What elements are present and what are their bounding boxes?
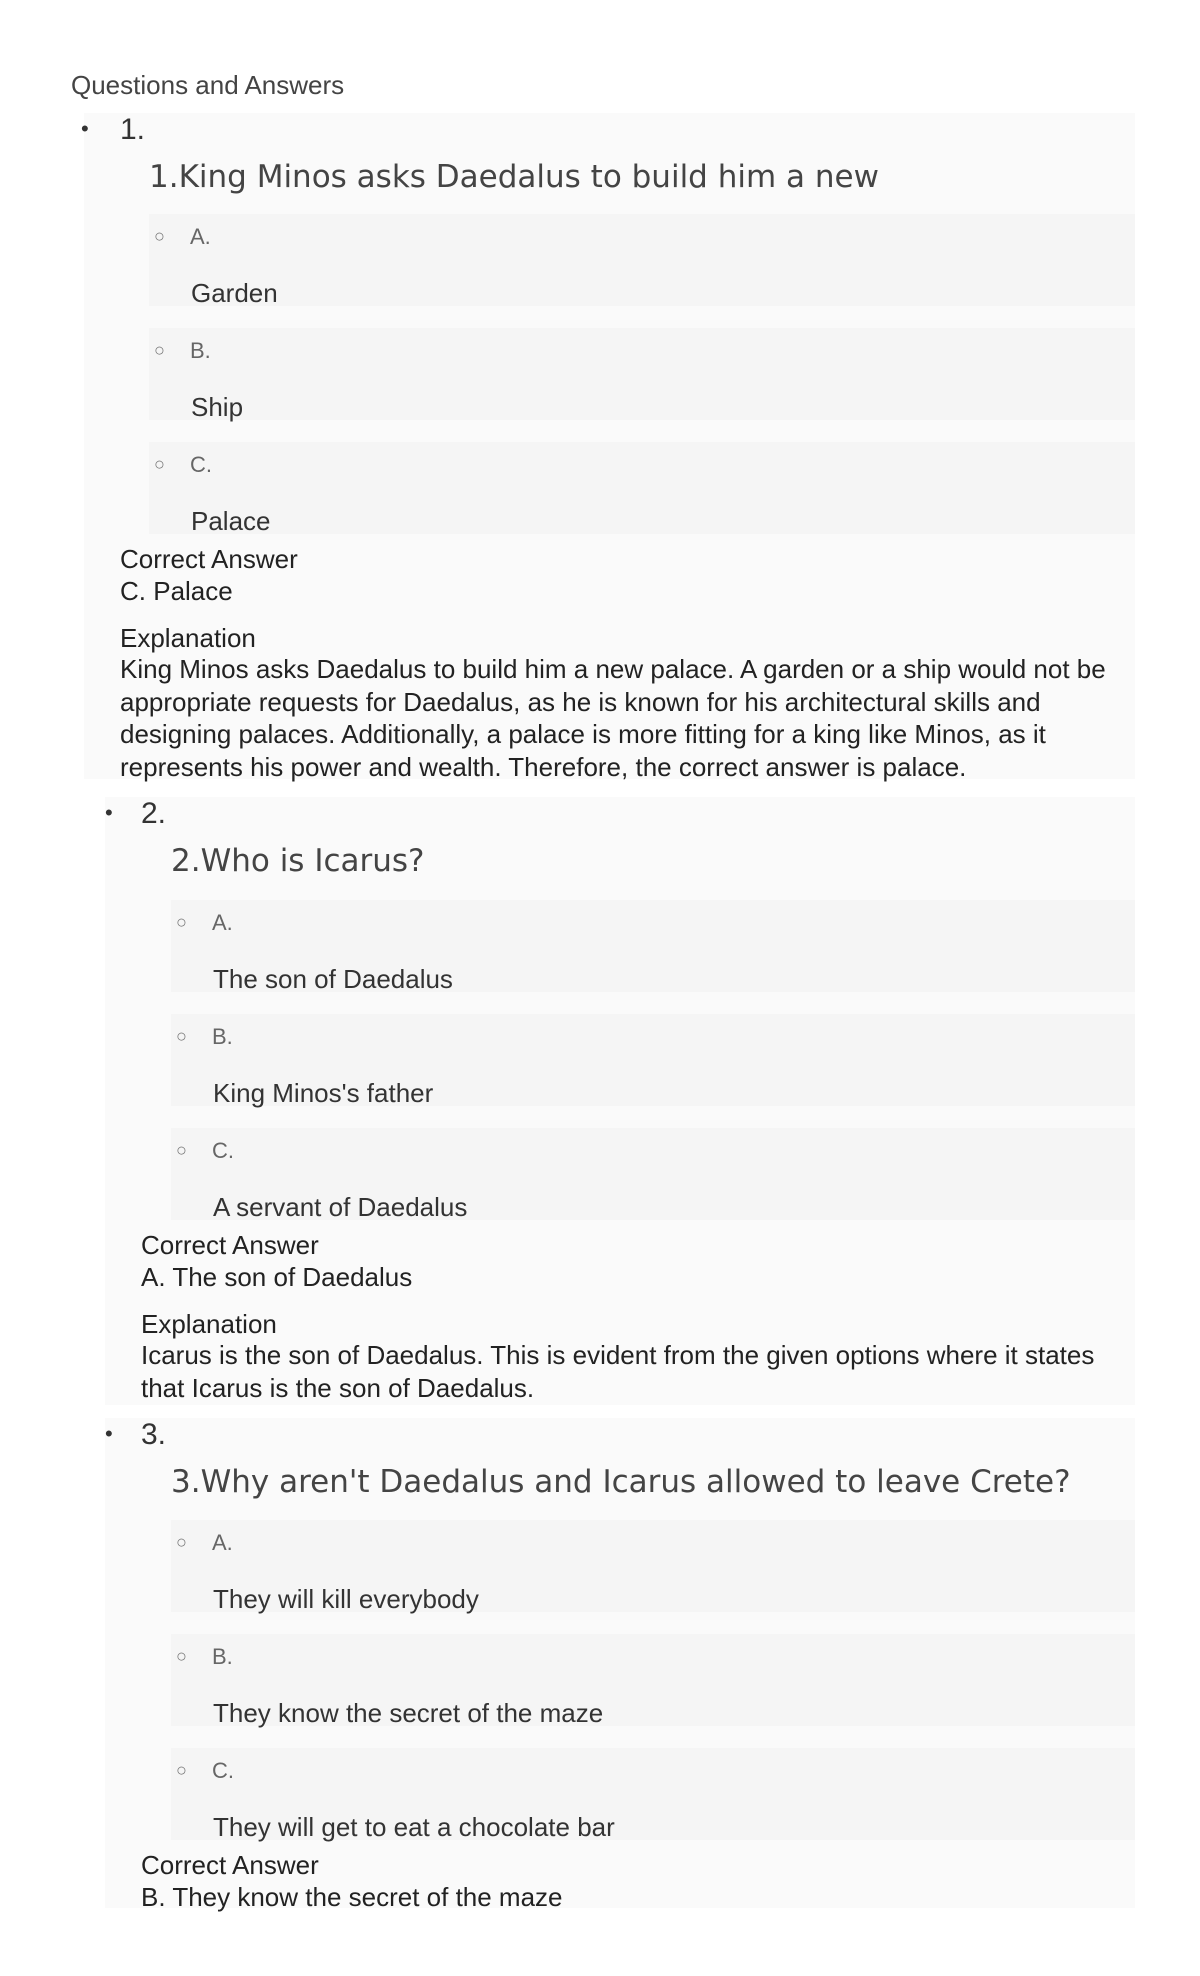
option-letter: C. <box>212 1758 234 1783</box>
correct-answer-value: A. The son of Daedalus <box>141 1262 413 1292</box>
option-letter: B. <box>212 1644 233 1669</box>
option-letter: B. <box>190 338 211 363</box>
option-letter: C. <box>212 1138 234 1163</box>
correct-answer-label: Correct Answer <box>120 544 298 574</box>
explanation-label: Explanation <box>141 1309 277 1339</box>
question-number: 2. <box>141 797 167 830</box>
option-text: They will get to eat a chocolate bar <box>213 1812 615 1842</box>
correct-answer-value: B. They know the secret of the maze <box>141 1882 563 1912</box>
option-bullet: ○ <box>154 340 165 360</box>
list-bullet: • <box>81 116 89 141</box>
option-bullet: ○ <box>176 1646 187 1666</box>
explanation-text: King Minos asks Daedalus to build him a new palace. A garden or a ship would not be appropriate requests for Daedalus, as he is known for his architectural skills and designing palaces. Additionally, a palace is more fitting for a king like Minos, as it represents his power and wealth. Therefore, the correct answer is palace. <box>120 654 1106 782</box>
question-text: 3.Why aren't Daedalus and Icarus allowed to leave Crete? <box>171 1464 1071 1500</box>
option-text: They know the secret of the maze <box>213 1698 604 1728</box>
option-text: King Minos's father <box>213 1078 434 1108</box>
option-letter: B. <box>212 1024 233 1049</box>
correct-answer-label: Correct Answer <box>141 1850 319 1880</box>
option-text: A servant of Daedalus <box>213 1192 468 1222</box>
question-text: 1.King Minos asks Daedalus to build him a new <box>149 159 879 195</box>
question-text: 2.Who is Icarus? <box>171 843 425 879</box>
question-number: 3. <box>141 1418 167 1451</box>
option-bullet: ○ <box>176 1532 187 1552</box>
option-text: Ship <box>191 392 244 422</box>
correct-answer-label: Correct Answer <box>141 1230 319 1260</box>
option-background <box>149 328 1135 420</box>
list-bullet: • <box>105 800 113 825</box>
option-letter: A. <box>212 910 233 935</box>
option-background <box>149 442 1135 534</box>
option-bullet: ○ <box>176 912 187 932</box>
option-bullet: ○ <box>176 1760 187 1780</box>
correct-answer-value: C. Palace <box>120 576 233 606</box>
option-text: They will kill everybody <box>213 1584 479 1614</box>
page-title: Questions and Answers <box>71 70 345 100</box>
explanation-label: Explanation <box>120 623 256 653</box>
option-text: Garden <box>191 278 278 308</box>
option-background <box>149 214 1135 306</box>
option-bullet: ○ <box>176 1140 187 1160</box>
option-letter: A. <box>212 1530 233 1555</box>
option-bullet: ○ <box>154 454 165 474</box>
option-letter: A. <box>190 224 211 249</box>
option-text: The son of Daedalus <box>213 964 453 994</box>
option-letter: C. <box>190 452 212 477</box>
list-bullet: • <box>105 1421 113 1446</box>
question-number: 1. <box>120 113 146 146</box>
option-text: Palace <box>191 506 271 536</box>
explanation-text: Icarus is the son of Daedalus. This is evident from the given options where it states that Icarus is the son of Daedalus. <box>141 1340 1095 1403</box>
option-bullet: ○ <box>154 226 165 246</box>
option-bullet: ○ <box>176 1026 187 1046</box>
